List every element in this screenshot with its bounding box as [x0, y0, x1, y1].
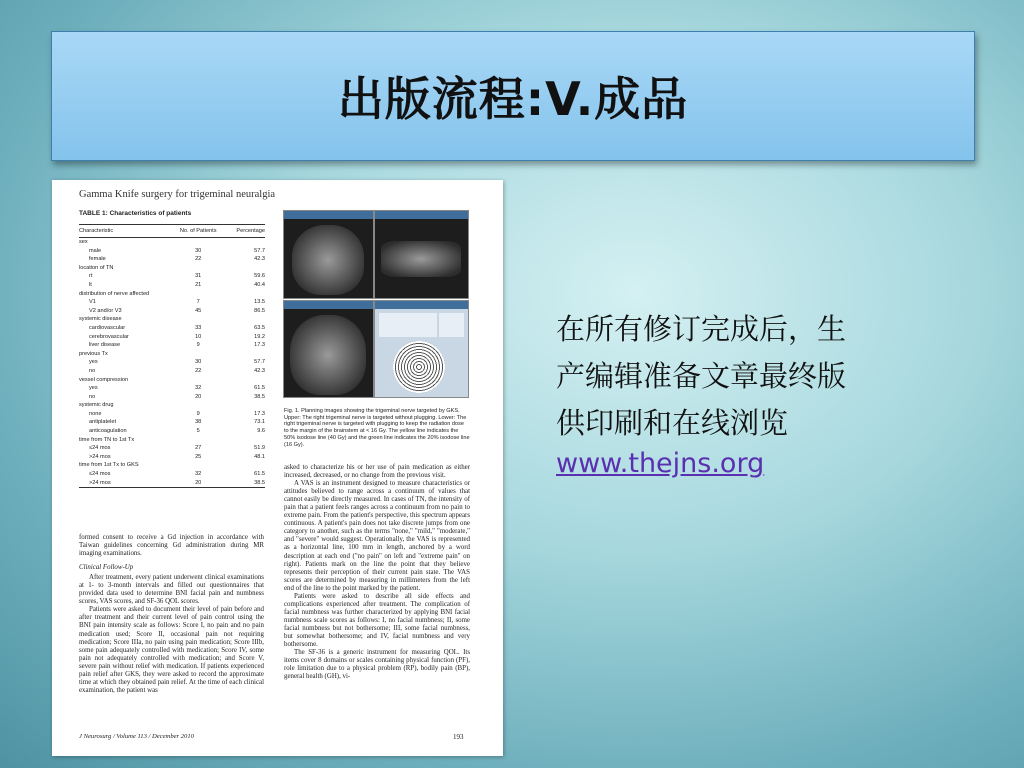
- table-row: [79, 255, 265, 264]
- table-row: [79, 444, 265, 453]
- table-cell: 32: [195, 471, 202, 478]
- table-row: [79, 384, 265, 393]
- table-row: [79, 453, 265, 462]
- table-header: Characteristic: [79, 225, 175, 238]
- table-row: [79, 315, 265, 324]
- paragraph: Patients were asked to document their level of pain before and after treatment and their current level of pain control using the BNI pain intensity scale as follows: Score I, no pain and no pain medication used; Score II, occasional pain not requiring medication; Score IIIa, no pain using pain medication; Score IIIb, some pain adequately controlled with medication; Score IV, some pain not adequately controlled with medication; and Score V, severe pain without relief with medication. If patients experienced pain relief after GKS, they were asked to record the approximate time at which they obtained pain relief. At the time of each clinical examination, the patient was: [79, 606, 264, 694]
- table-cell: liver disease: [89, 342, 121, 349]
- description-line: 在所有修订完成后，生: [556, 312, 847, 346]
- table-cell: 21: [195, 281, 202, 288]
- table-cell: ≤24 mos: [89, 471, 111, 478]
- table-row: [79, 333, 265, 342]
- table-cell: systemic disease: [79, 316, 122, 323]
- table-cell: 7: [196, 299, 200, 306]
- table-row: [79, 298, 265, 307]
- table-cell: 45: [195, 307, 202, 314]
- table-cell: [221, 401, 265, 410]
- mri-panel-upper-left: [283, 210, 374, 299]
- table-cell: none: [89, 410, 102, 417]
- table-cell: 57.7: [254, 247, 265, 254]
- description-line: 供印刷和在线浏览: [556, 406, 789, 440]
- description-line: 产编辑准备文章最终版: [556, 359, 847, 393]
- table-cell: cardiovascular: [89, 324, 126, 331]
- table-cell: 17.3: [254, 410, 265, 417]
- table-row: [79, 350, 265, 359]
- table-cell: 5: [196, 428, 200, 435]
- table-row: [79, 436, 265, 445]
- table-cell: sex: [79, 239, 88, 245]
- page-number: 193: [453, 733, 464, 741]
- paragraph: The SF-36 is a generic instrument for measuring QOL. Its items cover 8 domains or scales containing physical function (PF), role limitation due to a physical problem (RP), bodily pain (BP), general health (GH), vi-: [284, 649, 470, 681]
- journal-footer: J Neurosurg / Volume 113 / December 2010: [79, 733, 194, 740]
- table-cell: 13.5: [254, 299, 265, 306]
- table-cell: 61.5: [254, 471, 265, 478]
- title-banner: [51, 31, 975, 161]
- table-header: No. of Patients: [175, 225, 221, 238]
- table-row: [79, 272, 265, 281]
- paragraph: asked to characterize his or her use of pain medication as either increased, decreased, or no change from the previous visit.: [284, 464, 470, 480]
- table-cell: 33: [195, 324, 202, 331]
- table-cell: cerebrovascular: [89, 333, 129, 340]
- table-cell: [175, 264, 221, 273]
- table-cell: 9: [196, 410, 200, 417]
- table-cell: 38.5: [254, 393, 265, 400]
- table-row: [79, 367, 265, 376]
- table-cell: yes: [89, 359, 98, 366]
- table-cell: location of TN: [79, 264, 114, 271]
- table-cell: 9.6: [257, 428, 265, 435]
- table-cell: [221, 315, 265, 324]
- table-row: [79, 341, 265, 350]
- table-cell: 73.1: [254, 419, 265, 426]
- table-row: [79, 470, 265, 479]
- left-column-text: [79, 534, 264, 695]
- table-cell: 25: [195, 453, 202, 460]
- table-caption: TABLE 1: Characteristics of patients: [79, 210, 192, 217]
- slide-title: 出版流程:V.成品: [337, 72, 689, 126]
- table-cell: vessel compression: [79, 376, 129, 383]
- figure-caption: Fig. 1. Planning images showing the trigeminal nerve targeted by GKS. Upper: The right trigeminal nerve is targeted without plugging. Lower: The right trigeminal nerve is targeted with plugging to keep the radiation dose to the margin of the brainstem at < 16 Gy. The yellow line indicates the 50% isodose line (40 Gy) and the green line indicates the 20% isodose line (16 Gy).: [284, 408, 470, 448]
- characteristics-table: [79, 224, 265, 488]
- table-cell: [221, 350, 265, 359]
- table-cell: ≤24 mos: [89, 445, 111, 452]
- table-cell: [221, 461, 265, 470]
- paragraph: A VAS is an instrument designed to measure characteristics or attitudes believed to range across a continuum of values that cannot easily be directly measured. In cases of TN, the intensity of pain that a patient feels ranges across a continuum from no pain to extreme pain. From the patient's perspective, this spectrum appears continuous. A patient's pain does not take discrete jumps from one category to another, such as the terms "none," "mild," "moderate," and "severe" would suggest. Operationally, the VAS is represented as a horizontal line, 100 mm in length, anchored by a word description at each end ("no pain" on left and "extreme pain" on right). Patients mark on the line the point that they believe represents their perception of their current pain state. The VAS scores are determined by measuring in millimeters from the left end of the line to the point marked by the patient.: [284, 480, 470, 592]
- table-cell: male: [89, 247, 102, 254]
- journal-website-link[interactable]: www.thejns.org: [556, 448, 765, 479]
- table-cell: [175, 461, 221, 470]
- table-cell: no: [89, 367, 96, 374]
- table-cell: [221, 290, 265, 299]
- table-cell: V2 and/or V3: [89, 307, 122, 314]
- table-cell: 32: [195, 385, 202, 392]
- table-row: [79, 427, 265, 436]
- table-cell: 42.3: [254, 256, 265, 263]
- paragraph: After treatment, every patient underwent clinical examinations at 1- to 3-month intervals and filled out questionnaires that provided data used to determine BNI facial pain and numbness scores, VAS scores, and SF-36 QOL scores.: [79, 574, 264, 606]
- table-cell: 9: [196, 342, 200, 349]
- table-cell: 20: [175, 479, 221, 488]
- table-cell: yes: [89, 385, 98, 392]
- article-running-title: Gamma Knife surgery for trigeminal neuralgia: [79, 189, 276, 200]
- table-cell: 30: [195, 359, 202, 366]
- mri-panel-upper-right: [374, 210, 469, 299]
- table-cell: 57.7: [254, 359, 265, 366]
- table-cell: time from TN to 1st Tx: [79, 436, 135, 443]
- article-page-image: [52, 180, 503, 756]
- table-cell: 38.5: [221, 479, 265, 488]
- planning-software-panel: [374, 300, 469, 398]
- table-row: [79, 376, 265, 385]
- table-cell: time from 1st Tx to GKS: [79, 462, 139, 469]
- table-cell: lt: [89, 281, 92, 288]
- table-cell: 27: [195, 445, 202, 452]
- table-cell: [221, 436, 265, 445]
- table-cell: 22: [195, 367, 202, 374]
- table-cell: [175, 376, 221, 385]
- section-heading: Clinical Follow-Up: [79, 564, 134, 572]
- paragraph: Patients were asked to describe all side effects and complications experienced after treatment. The complication of facial numbness was further characterized by applying BNI facial numbness scale scores as follows: I, no facial numbness; II, some facial numbness but not bothersome; III, some facial numbness, but somewhat bothersome; and IV, facial numbness and very bothersome.: [284, 592, 470, 649]
- table-cell: 86.5: [254, 307, 265, 314]
- table-cell: >24 mos: [89, 453, 111, 460]
- table-cell: 22: [195, 256, 202, 263]
- table-cell: 10: [195, 333, 202, 340]
- table-cell: 61.5: [254, 385, 265, 392]
- table-cell: distribution of nerve affected: [79, 290, 150, 297]
- table-row: [79, 461, 265, 470]
- table-row: [79, 410, 265, 419]
- table-row: [79, 238, 265, 247]
- mri-panel-lower-left: [283, 300, 374, 398]
- table-row: [79, 307, 265, 316]
- table-cell: 38: [195, 419, 202, 426]
- table-row: [79, 247, 265, 256]
- table-cell: 59.6: [254, 273, 265, 280]
- table-cell: systemic drug: [79, 402, 114, 409]
- table-cell: female: [89, 256, 106, 263]
- table-row: [79, 418, 265, 427]
- table-cell: 63.5: [254, 324, 265, 331]
- table-cell: 31: [195, 273, 202, 280]
- table-cell: [175, 290, 221, 299]
- table-cell: [175, 401, 221, 410]
- table-header: Percentage: [221, 225, 265, 238]
- table-cell: [175, 436, 221, 445]
- table-cell: rt: [89, 273, 93, 280]
- table-cell: 20: [195, 393, 202, 400]
- table-row: [79, 281, 265, 290]
- table-cell: [175, 238, 221, 247]
- table-row: [79, 290, 265, 299]
- table-row: [79, 324, 265, 333]
- table-cell: 30: [195, 247, 202, 254]
- table-cell: 42.3: [254, 367, 265, 374]
- table-row: [79, 358, 265, 367]
- table-cell: >24 mos: [79, 479, 175, 488]
- table-cell: anticoagulation: [89, 428, 127, 435]
- table-cell: [221, 376, 265, 385]
- table-cell: 40.4: [254, 281, 265, 288]
- table-cell: [221, 238, 265, 247]
- dose-ring-diagram: [393, 341, 445, 393]
- table-cell: 17.3: [254, 342, 265, 349]
- table-cell: 19.2: [254, 333, 265, 340]
- table-cell: [175, 350, 221, 359]
- table-row: [79, 401, 265, 410]
- table-cell: 48.1: [254, 453, 265, 460]
- table-cell: previous Tx: [79, 350, 108, 357]
- description-text: [556, 306, 956, 447]
- table-cell: [175, 315, 221, 324]
- right-column-text: [284, 464, 470, 681]
- table-cell: no: [89, 393, 96, 400]
- table-row: [79, 393, 265, 402]
- table-cell: V1: [89, 299, 96, 306]
- paragraph: formed consent to receive a Gd injection in accordance with Taiwan guidelines concerning Gd administration during MR imaging examinations.: [79, 534, 264, 558]
- table-cell: antiplatelet: [89, 419, 117, 426]
- table-cell: 51.9: [254, 445, 265, 452]
- table-row: [79, 479, 265, 488]
- table-cell: [221, 264, 265, 273]
- table-row: [79, 264, 265, 273]
